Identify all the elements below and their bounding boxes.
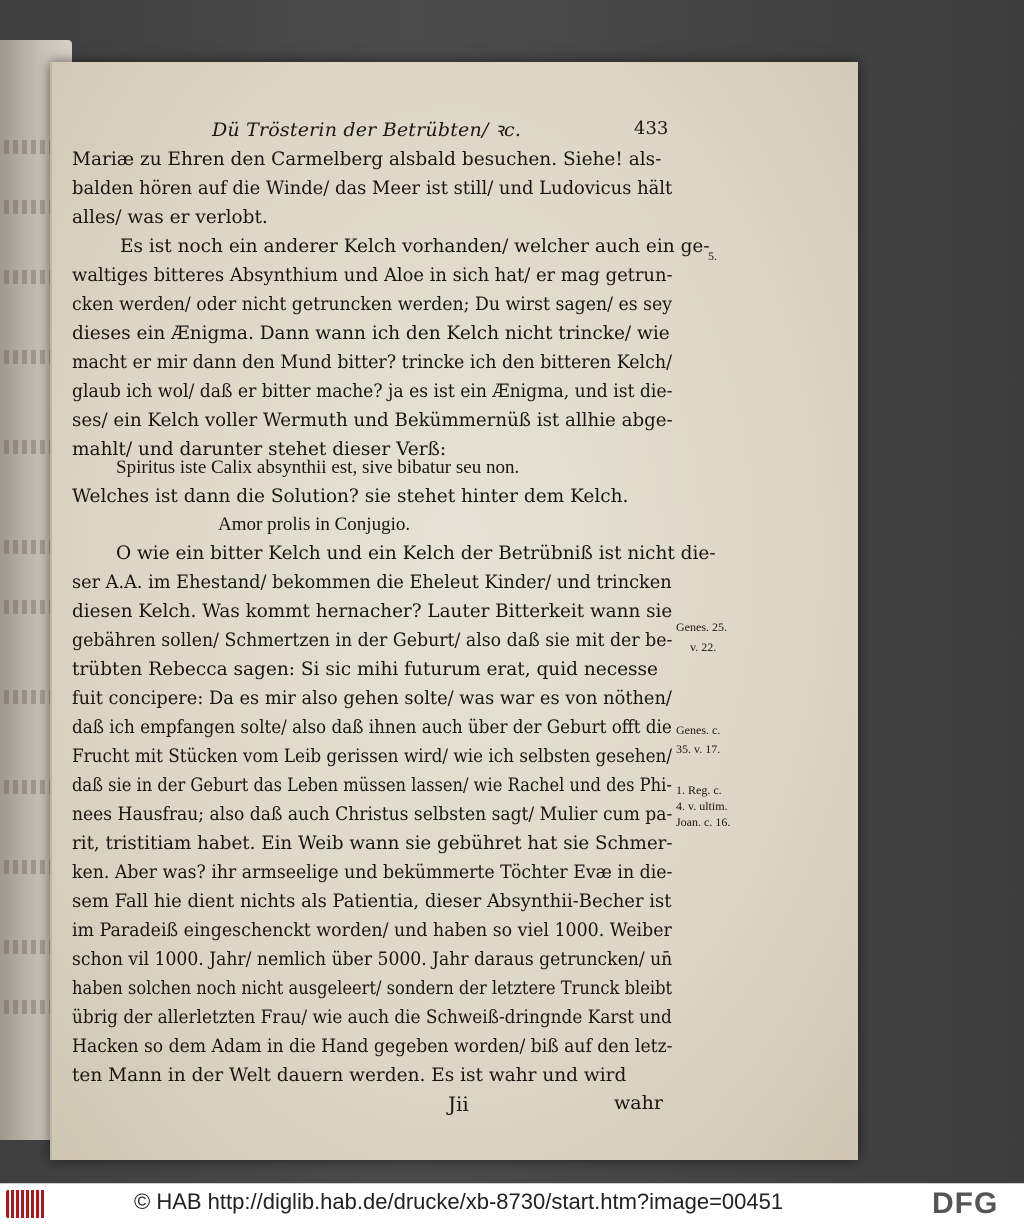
footer-credit-link[interactable]: © HAB http://diglib.hab.de/drucke/xb-8730/start.htm?image=00451: [134, 1189, 784, 1214]
text-line: im Paradeiß eingeschenckt worden/ und haben so viel 1000. Weiber: [72, 920, 672, 941]
text-line: glaub ich wol/ daß er bitter mache? ja es ist ein Ænigma, und ist die-: [72, 381, 673, 402]
text-line: Frucht mit Stücken vom Leib gerissen wird/ wie ich selbsten gesehen/: [72, 746, 673, 767]
text-line: mahlt/ und darunter stehet dieser Verß:: [72, 439, 447, 460]
hab-barcode-logo-icon: [6, 1190, 46, 1218]
margin-note: Joan. c. 16.: [676, 815, 731, 829]
text-line: trübten Rebecca sagen: Si sic mihi futurum erat, quid necesse: [72, 659, 658, 680]
text-line: balden hören auf die Winde/ das Meer ist still/ und Ludovicus hält: [72, 178, 673, 199]
text-line: diesen Kelch. Was kommt hernacher? Lauter Bitterkeit wann sie: [72, 601, 673, 622]
text-line: ten Mann in der Welt dauern werden. Es ist wahr und wird: [72, 1065, 627, 1086]
latin-verse: Spiritus iste Calix absynthii est, sive bibatur seu non.: [116, 457, 520, 478]
text-line: daß ich empfangen solte/ also daß ihnen auch über der Geburt offt die: [72, 717, 672, 738]
text-line: nees Hausfrau; also daß auch Christus selbsten sagt/ Mulier cum pa-: [72, 804, 673, 825]
footer-bar: [0, 1183, 1024, 1224]
signature-mark: Jii: [448, 1092, 469, 1116]
text-line: schon vil 1000. Jahr/ nemlich über 5000. Jahr daraus getruncken/ un̄: [72, 949, 673, 970]
text-line: dieses ein Ænigma. Dann wann ich den Kelch nicht trincke/ wie: [72, 323, 670, 344]
running-head: Dü Trösterin der Betrübten/ ꝛc.: [212, 119, 522, 141]
page-number: 433: [634, 118, 669, 139]
text-line: Mariæ zu Ehren den Carmelberg alsbald besuchen. Siehe! als-: [72, 149, 662, 170]
text-line: ser A.A. im Ehestand/ bekommen die Eheleut Kinder/ und trincken: [72, 572, 672, 593]
margin-note: 35. v. 17.: [676, 742, 721, 756]
section-heading: Amor prolis in Conjugio.: [218, 514, 411, 535]
text-line: gebähren sollen/ Schmertzen in der Geburt/ also daß sie mit der be-: [72, 630, 673, 651]
text-line: Hacken so dem Adam in die Hand gegeben worden/ biß auf den letz-: [72, 1036, 673, 1057]
text-line: macht er mir dann den Mund bitter? trincke ich den bitteren Kelch/: [72, 352, 672, 373]
margin-note: v. 22.: [690, 640, 717, 654]
dfg-logo: DFG: [932, 1187, 999, 1220]
text-line: alles/ was er verlobt.: [72, 207, 268, 228]
text-line: übrig der allerletzten Frau/ wie auch die Schweiß-dringnde Karst und: [72, 1007, 672, 1028]
text-line: haben solchen noch nicht ausgeleert/ sondern der letztere Trunck bleibt: [72, 978, 673, 999]
text-line: ses/ ein Kelch voller Wermuth und Bekümmernüß ist allhie abge-: [72, 410, 673, 431]
margin-note: 1. Reg. c.: [676, 783, 722, 797]
margin-note: 4. v. ultim.: [676, 799, 728, 813]
catchword: wahr: [614, 1092, 663, 1114]
text-line: Es ist noch ein anderer Kelch vorhanden/ welcher auch ein ge-: [120, 236, 710, 257]
text-line: rit, tristitiam habet. Ein Weib wann sie gebühret hat sie Schmer-: [72, 833, 673, 854]
text-line: cken werden/ oder nicht getruncken werden; Du wirst sagen/ es sey: [72, 294, 673, 315]
text-line: O wie ein bitter Kelch und ein Kelch der Betrübniß ist nicht die-: [116, 543, 716, 564]
text-line: Welches ist dann die Solution? sie stehet hinter dem Kelch.: [72, 486, 629, 507]
text-line: ken. Aber was? ihr armseelige und bekümmerte Töchter Evæ in die-: [72, 862, 673, 883]
text-line: daß sie in der Geburt das Leben müssen lassen/ wie Rachel und des Phi-: [72, 775, 672, 796]
margin-note: Genes. 25.: [676, 620, 727, 634]
text-line: fuit concipere: Da es mir also gehen solte/ was war es von nöthen/: [72, 688, 672, 709]
margin-note: 5.: [708, 249, 717, 263]
margin-note: Genes. c.: [676, 723, 721, 737]
text-line: waltiges bitteres Absynthium und Aloe in sich hat/ er mag getrun-: [72, 265, 673, 286]
text-line: sem Fall hie dient nichts als Patientia, dieser Absynthii-Becher ist: [72, 891, 672, 912]
